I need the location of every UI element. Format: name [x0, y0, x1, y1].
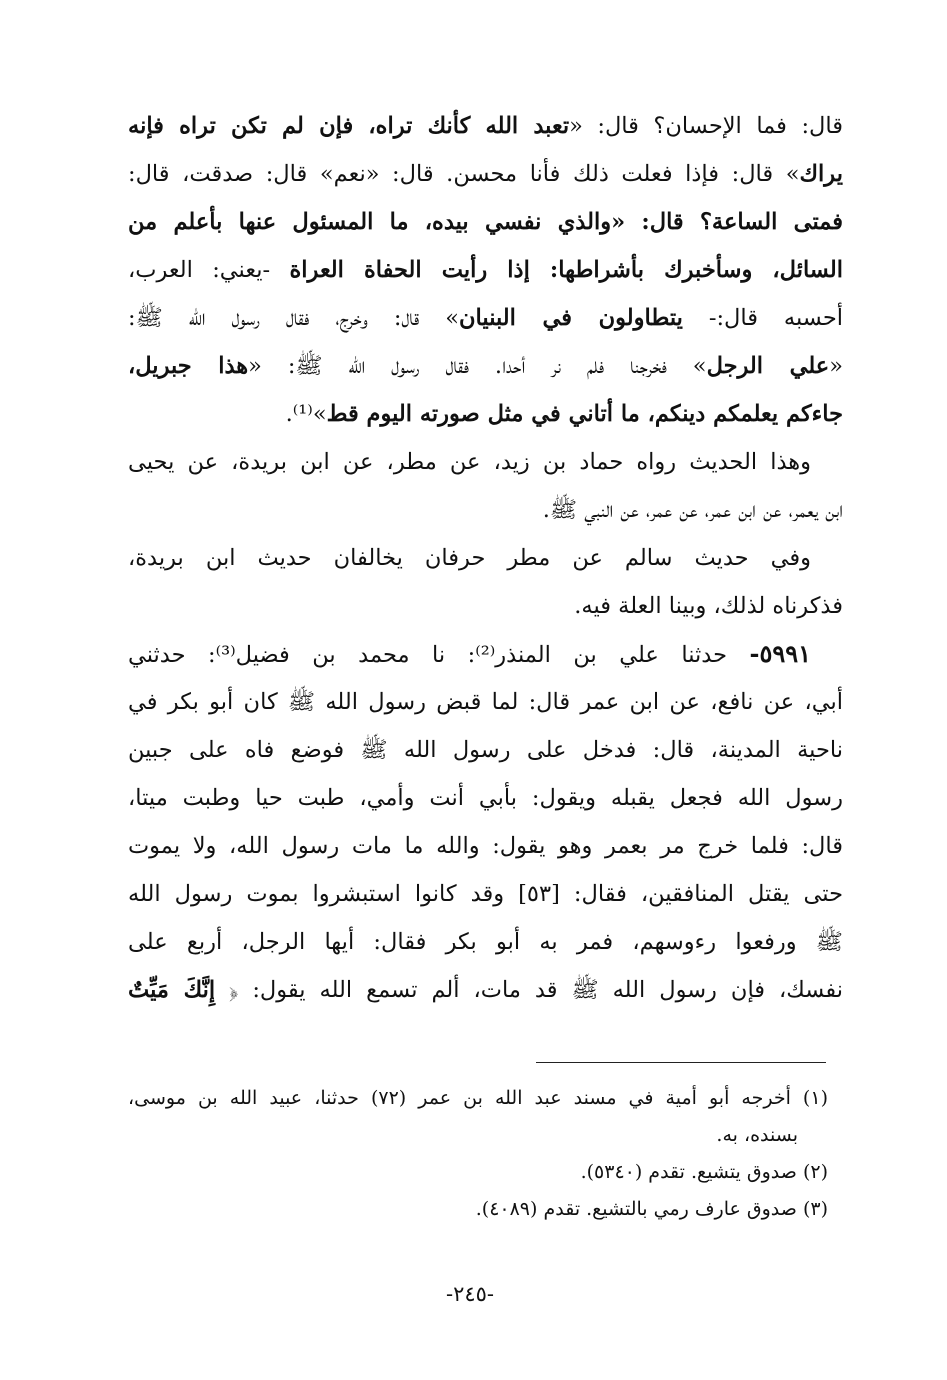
text-line-19: نفسك، فإن رسول الله ﷺ قد مات، ألم تسمع الله يقول: ﴿ إِنَّكَ مَيِّتٌ [128, 977, 843, 1003]
text-line-17: حتى يقتل المنافقين، فقال: [٥٣] وقد كانوا استبشروا بموت رسول الله [128, 881, 843, 907]
text-line-16: قال: فلما خرج مر بعمر وهو يقول: والله ما مات رسول الله، ولا يموت [128, 833, 843, 859]
page-number: -٢٤٥- [445, 1282, 495, 1306]
text-line-4: السائل، وسأخبرك بأشراطها: إذا رأيت الحفاة العراة -يعني: العرب، [128, 257, 843, 283]
text-line-13: أبي، عن نافع، عن ابن عمر قال: لما قبض رسول الله ﷺ كان أبو بكر في [128, 689, 843, 715]
text-line-11: فذكرناه لذلك، وبينا العلة فيه. [574, 593, 843, 619]
hadith-number: ٥٩٩١- [749, 639, 811, 668]
footnote-2: (٢) صدوق يتشيع. تقدم (٥٣٤٠). [580, 1161, 828, 1183]
footnote-separator [536, 1062, 826, 1063]
footnote-1: (١) أخرجه أبو أمية في مسند عبد الله بن عمر (٧٢) حدثنا، عبيد الله بن موسى، [128, 1087, 828, 1109]
footnote-1-continued: بسنده، به. [716, 1124, 798, 1146]
text-line-7: جاءكم يعلمكم دينكم، ما أتاني في مثل صورته اليوم قط»⁽¹⁾. [285, 401, 843, 427]
hadith-heading-line: ٥٩٩١- حدثنا علي بن المنذر⁽²⁾: نا محمد بن فضيل⁽³⁾: حدثني [128, 639, 811, 668]
footnotes [128, 1080, 828, 1228]
text-line-1: قال: فما الإحسان؟ قال: «تعبد الله كأنك تراه، فإن لم تكن تراه فإنه [128, 113, 843, 139]
main-text [128, 102, 843, 1014]
text-line-8: وهذا الحديث رواه حماد بن زيد، عن مطر، عن ابن بريدة، عن يحيى [128, 449, 811, 475]
text-line-10: وفي حديث سالم عن مطر حرفان يخالفان حديث ابن بريدة، [128, 545, 811, 571]
text-line-3: فمتى الساعة؟ قال: «والذي نفسي بيده، ما المسئول عنها بأعلم من [128, 209, 843, 235]
text-line-9: ابن يعمر، عن ابن عمر، عن عمر، عن النبي ﷺ. [542, 497, 843, 523]
text-line-18: ﷺ ورفعوا رءوسهم، فمر به أبو بكر فقال: أيها الرجل، أربع على [128, 929, 843, 955]
text-line-2: يراك» قال: فإذا فعلت ذلك فأنا محسن. قال: «نعم» قال: صدقت، قال: [128, 161, 843, 187]
text-line-14: ناحية المدينة، قال: فدخل على رسول الله ﷺ فوضع فاه على جبين [128, 737, 843, 763]
footnote-3: (٣) صدوق عارف رمي بالتشيع. تقدم (٤٠٨٩). [475, 1198, 828, 1220]
text-line-15: رسول الله فجعل يقبله ويقول: بأبي أنت وأمي، طبت حيا وطبت ميتا، [128, 785, 843, 811]
text-line-5: أحسبه قال:- يتطاولون في البنيان» قال: وخرج، فقال رسول الله ﷺ: [128, 305, 843, 331]
text-line-6: «علي الرجل» فخرجنا فلم نر أحدا. فقال رسول الله ﷺ: «هذا جبريل، [128, 353, 843, 379]
